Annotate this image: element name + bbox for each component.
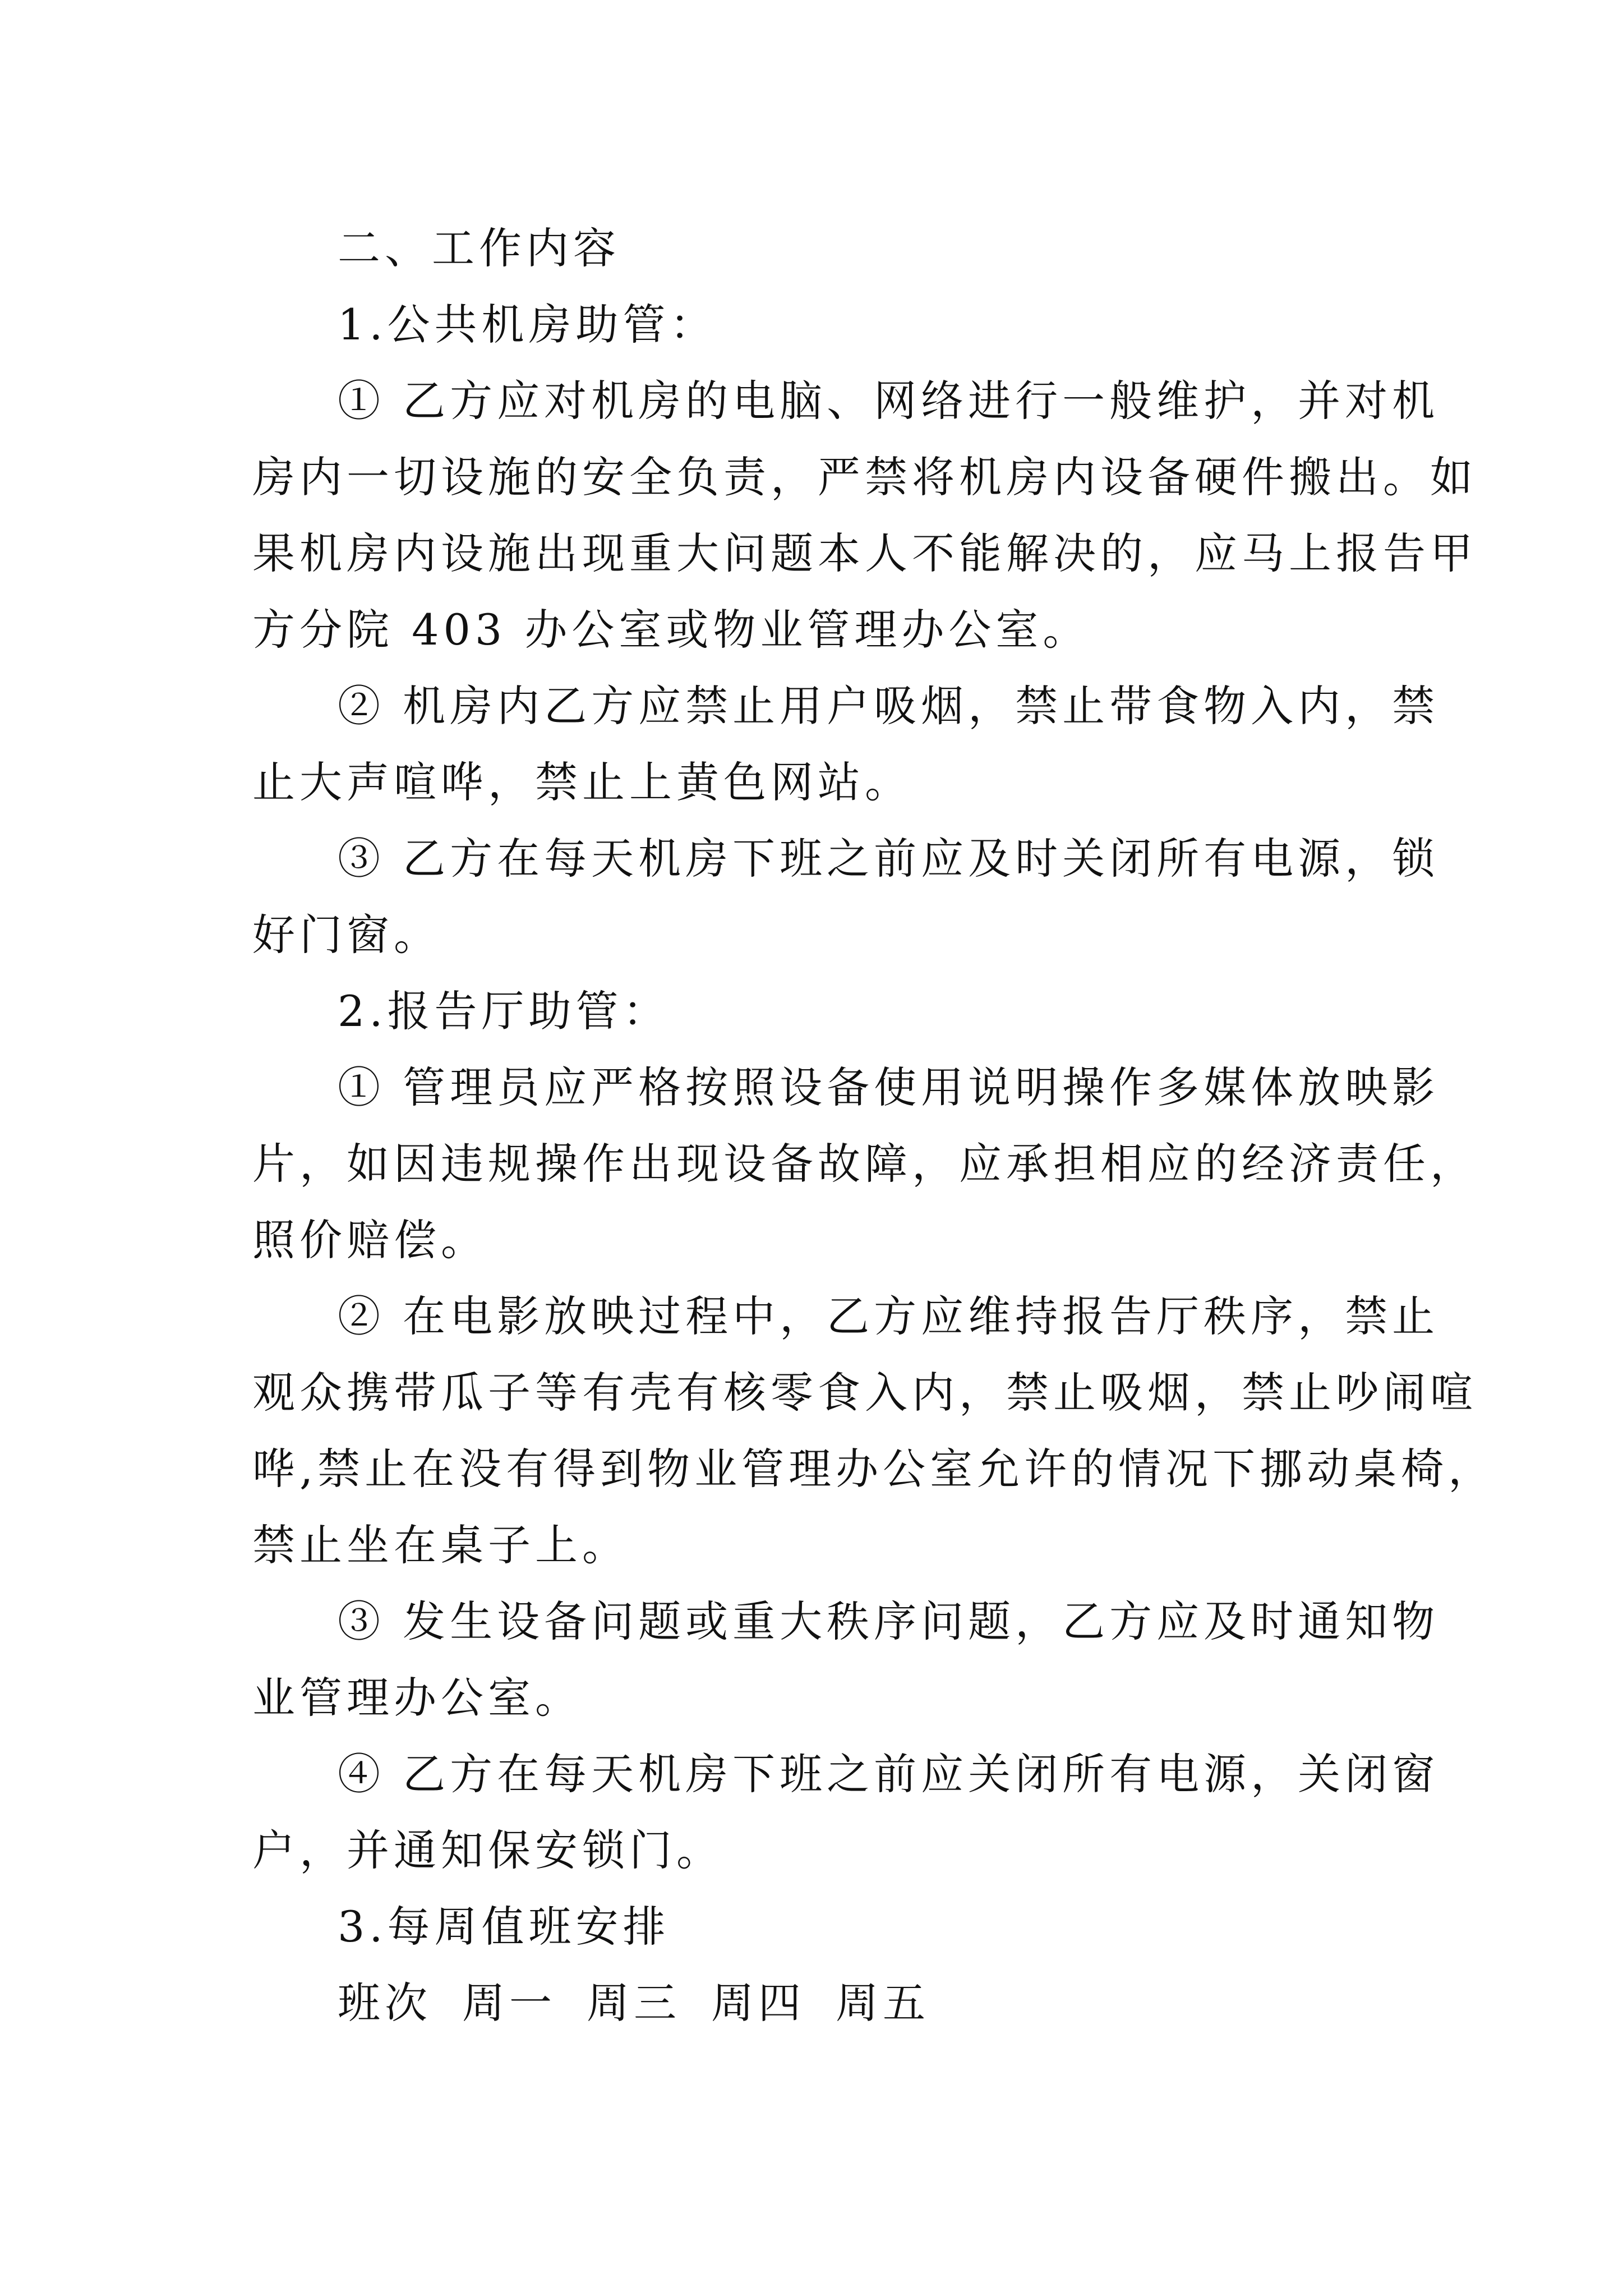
section-3-title: 3.每周值班安排 (338, 1902, 670, 1952)
paragraph-line: ① 管理员应严格按照设备使用说明操作多媒体放映影 (338, 1062, 1440, 1112)
section-1-item-1 (252, 363, 1477, 668)
paragraph-line: 户，并通知保安锁门。 (252, 1825, 723, 1875)
section-1-title: 1.公共机房助管： (338, 300, 717, 349)
paragraph-line: 果机房内设施出现重大问题本人不能解决的，应马上报告甲 (252, 528, 1477, 578)
schedule-header-row (252, 1965, 1374, 2041)
paragraph-line: 哗,禁止在没有得到物业管理办公室允许的情况下挪动桌椅， (252, 1444, 1496, 1494)
paragraph-line: ① 乙方应对机房的电脑、网络进行一般维护，并对机 (338, 376, 1440, 426)
section-1-item-3 (252, 821, 1440, 973)
section-2-item-4 (252, 1736, 1440, 1889)
paragraph-line: ④ 乙方在每天机房下班之前应关闭所有电源，关闭窗 (338, 1749, 1440, 1799)
document-page (252, 210, 1496, 2041)
section-1-item-2 (252, 668, 1440, 821)
section-2-item-3 (252, 1584, 1440, 1736)
paragraph-line: 业管理办公室。 (252, 1673, 582, 1723)
section-heading: 二、工作内容 (338, 223, 620, 273)
schedule-header-thursday: 周四 (711, 1978, 805, 2028)
paragraph-line: 房内一切设施的安全负责，严禁将机房内设备硬件搬出。如 (252, 452, 1477, 502)
paragraph-line: ② 在电影放映过程中，乙方应维持报告厅秩序，禁止 (338, 1291, 1440, 1341)
paragraph-line: ② 机房内乙方应禁止用户吸烟，禁止带食物入内，禁 (338, 681, 1440, 731)
paragraph-line: ③ 乙方在每天机房下班之前应及时关闭所有电源，锁 (338, 834, 1440, 884)
section-2-item-1 (252, 1050, 1477, 1278)
schedule-header-shift: 班次 (338, 1978, 432, 2028)
schedule-header-friday: 周五 (836, 1978, 930, 2028)
paragraph-line: 禁止坐在桌子上。 (252, 1520, 629, 1570)
paragraph-line: 照价赔偿。 (252, 1215, 488, 1265)
section-2-item-2 (252, 1278, 1496, 1584)
section-2-title: 2.报告厅助管： (338, 986, 670, 1036)
paragraph-line: ③ 发生设备问题或重大秩序问题，乙方应及时通知物 (338, 1596, 1440, 1646)
schedule-header-wednesday: 周三 (587, 1978, 681, 2028)
paragraph-line: 观众携带瓜子等有壳有核零食入内，禁止吸烟，禁止吵闹喧 (252, 1368, 1477, 1418)
paragraph-line: 止大声喧哗，禁止上黄色网站。 (252, 757, 912, 807)
paragraph-line: 好门窗。 (252, 910, 441, 960)
schedule-header-monday: 周一 (462, 1978, 556, 2028)
paragraph-line: 方分院 403 办公室或物业管理办公室。 (252, 605, 1090, 655)
paragraph-line: 片，如因违规操作出现设备故障，应承担相应的经济责任， (252, 1139, 1477, 1189)
